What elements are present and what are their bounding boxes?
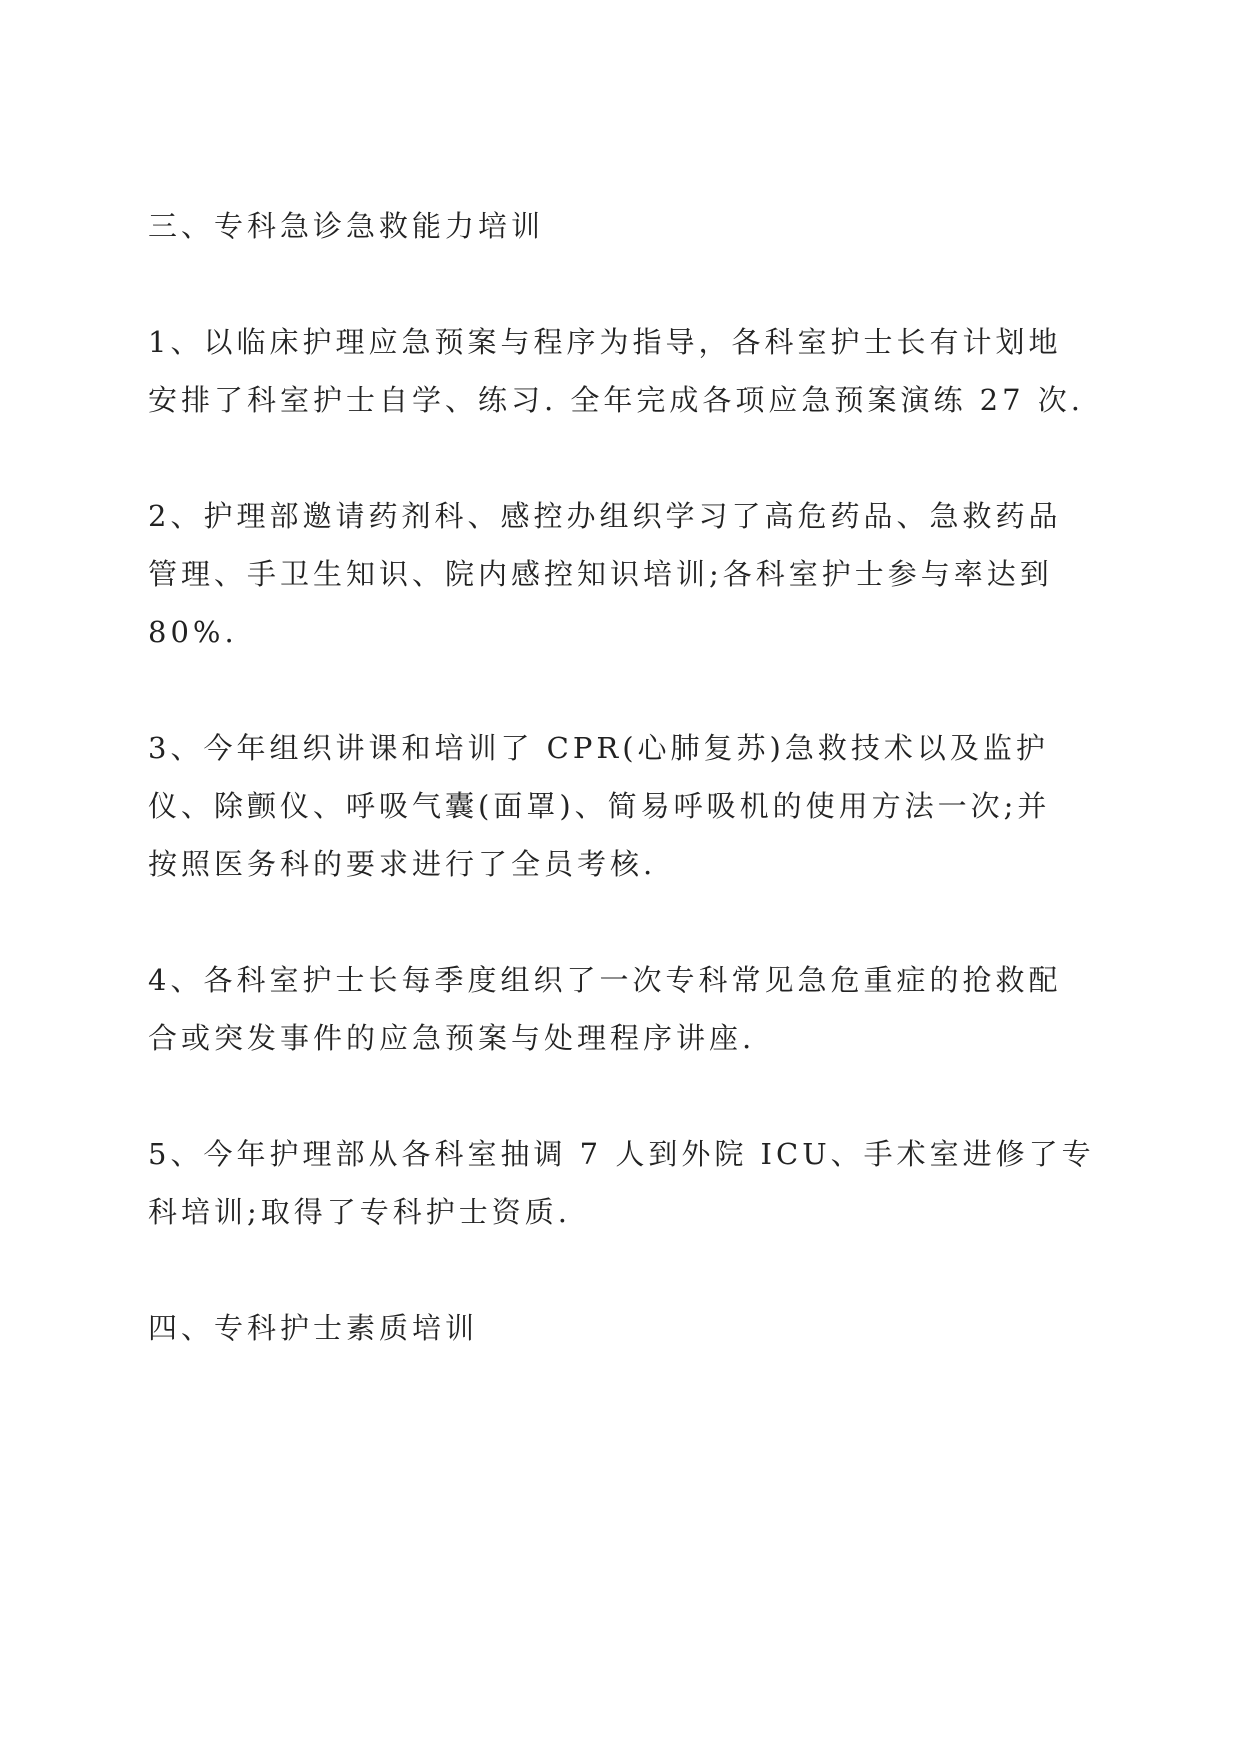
- item-1-line-2: 安排了科室护士自学、练习. 全年完成各项应急预案演练 27 次.: [148, 383, 1084, 417]
- item-3-line-1: 3、今年组织讲课和培训了 CPR(心肺复苏)急救技术以及监护: [148, 731, 1049, 765]
- item-5-line-1: 5、今年护理部从各科室抽调 7 人到外院 ICU、手术室进修了专: [148, 1137, 1095, 1171]
- item-5-line-2: 科培训;取得了专科护士资质.: [148, 1195, 571, 1229]
- item-4-line-2: 合或突发事件的应急预案与处理程序讲座.: [148, 1021, 756, 1055]
- section-3-heading: 三、专科急诊急救能力培训: [148, 209, 545, 243]
- item-2-line-1: 2、护理部邀请药剂科、感控办组织学习了高危药品、急救药品: [148, 499, 1062, 533]
- item-2-line-3: 80%.: [148, 615, 238, 649]
- section-4-heading: 四、专科护士素质培训: [148, 1311, 479, 1345]
- item-4-line-1: 4、各科室护士长每季度组织了一次专科常见急危重症的抢救配: [148, 963, 1062, 997]
- item-2-line-2: 管理、手卫生知识、院内感控知识培训;各科室护士参与率达到: [148, 557, 1053, 591]
- item-3-line-3: 按照医务科的要求进行了全员考核.: [148, 847, 657, 881]
- item-1-line-1: 1、以临床护理应急预案与程序为指导，各科室护士长有计划地: [148, 325, 1062, 359]
- item-3-line-2: 仪、除颤仪、呼吸气囊(面罩)、简易呼吸机的使用方法一次;并: [148, 789, 1051, 823]
